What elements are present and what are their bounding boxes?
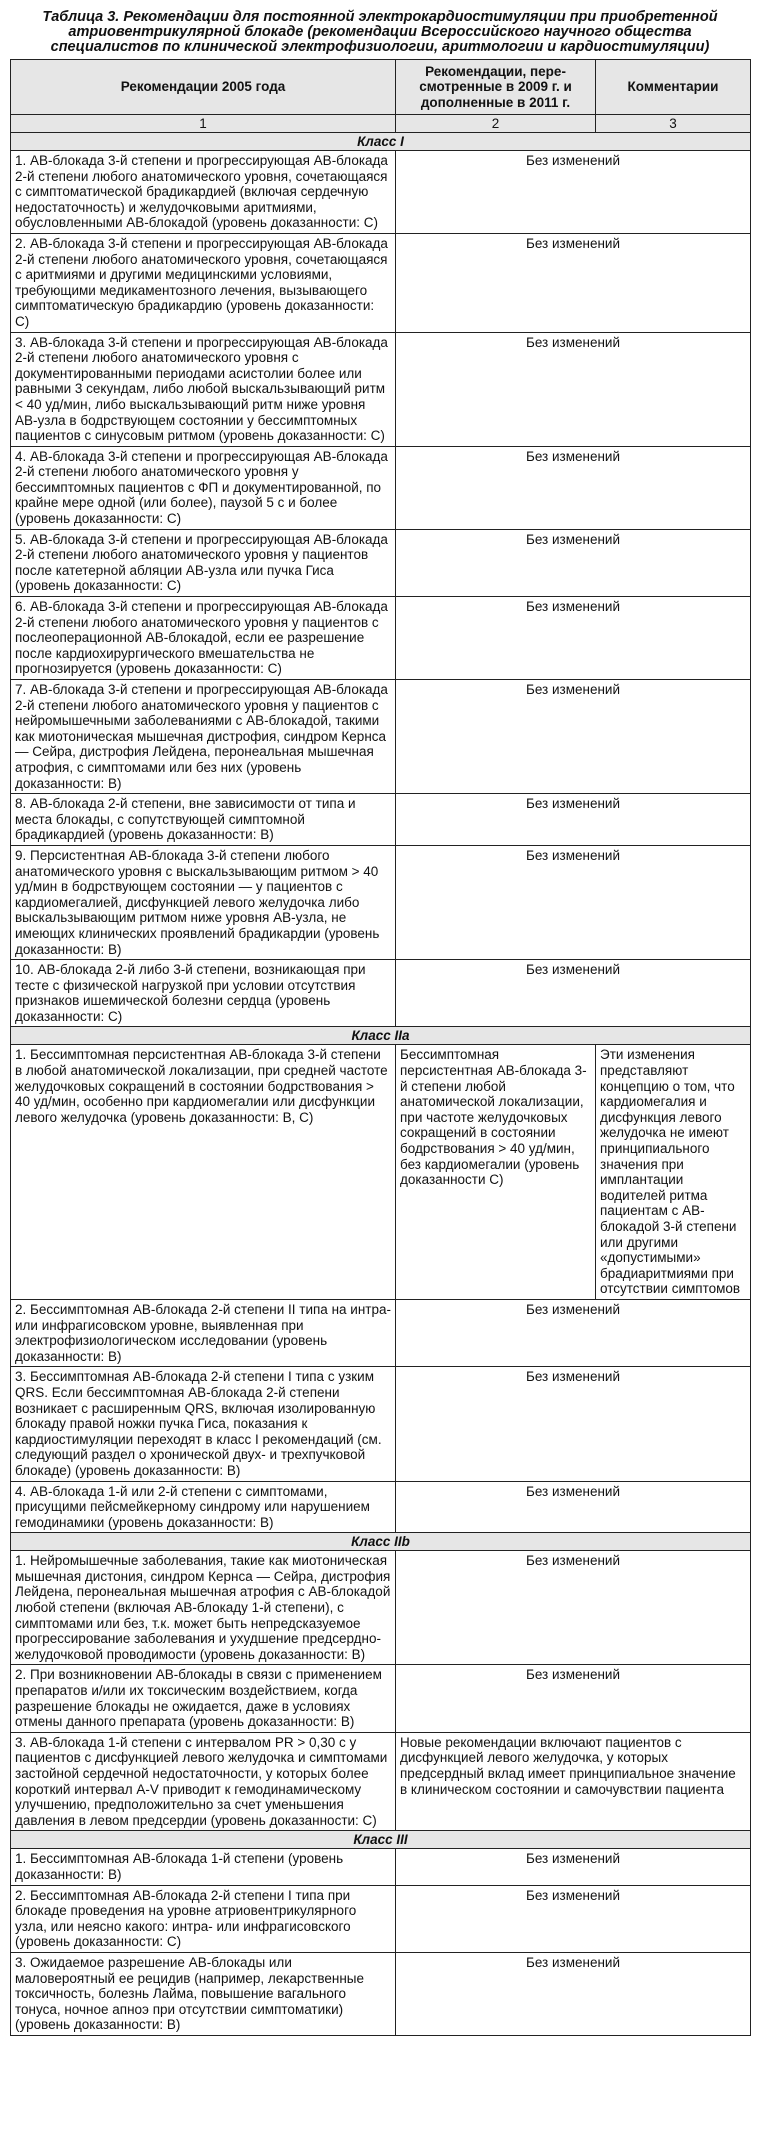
- no-change-cell: Без изменений: [396, 597, 751, 680]
- column-number-row: [11, 115, 751, 133]
- recommendation-2005: 3. АВ-блокада 1-й степени с интервалом PR > 0,30 с у пациентов с дисфункцией левого желудочка и симптомами застойной сердечной недостаточности, у которых более короткий интервал A-V приводит к гемодинамическому улучшению, предположительно за счет уменьшения давления в левом предсердии (уровень доказанности: С): [11, 1732, 396, 1831]
- no-change-cell: Без изменений: [396, 960, 751, 1027]
- table-row: [11, 960, 751, 1027]
- col-number-1: 1: [11, 115, 396, 133]
- no-change-cell: Без изменений: [396, 446, 751, 529]
- no-change-cell: Без изменений: [396, 151, 751, 234]
- col-number-2: 2: [396, 115, 596, 133]
- table-row: [11, 151, 751, 234]
- no-change-cell: Без изменений: [396, 332, 751, 446]
- recommendation-2005: 9. Персистентная АВ-блокада 3-й степени любого анатомического уровня с выскальзывающим ритмом > 40 уд/мин в бодрствующем состоянии — у пациентов с кардиомегалией, дисфункцией левого желудочка либо выскальзывающим ритмом ниже уровня АВ-узла, не имеющих клинических проявлений брадикардии (уровень доказанности: В): [11, 845, 396, 959]
- recommendation-2005: 1. АВ-блокада 3-й степени и прогрессирующая АВ-блокада 2-й степени любого анатомического уровня, сочетающаяся с симптоматической брадикардией (включая сердечную недостаточность) и желудочковыми аритмиями, обусловленными АВ-блокадой (уровень доказанности: С): [11, 151, 396, 234]
- no-change-cell: Без изменений: [396, 529, 751, 596]
- table-row: [11, 597, 751, 680]
- recommendation-2005: 1. Нейромышечные заболевания, такие как миотоническая мышечная дистония, синдром Кернса — Сейра, дистрофия Лейдена, перонеальная мышечная атрофия с АВ-блокадой любой степени (включая АВ-блокаду 1-й степени), с симптомами или без, т.к. может быть непредсказуемое прогрессирование заболевания и ухудшение предсердно-желудочковой проводимости (уровень доказанности: В): [11, 1551, 396, 1665]
- table-row: [11, 332, 751, 446]
- table-row: [11, 1045, 751, 1300]
- no-change-cell: Без изменений: [396, 845, 751, 959]
- no-change-cell: Без изменений: [396, 1299, 751, 1366]
- class-i-heading-row: [11, 133, 751, 151]
- recommendation-2011: Бессимптомная персистентная АВ-блокада 3-й степени любой анатомической локализации, при частоте желудочковых сокращений в состоянии бодрствования > 40 уд/мин, без кардиомегалии (уровень доказанности С): [396, 1045, 596, 1300]
- class-iib-heading-row: [11, 1533, 751, 1551]
- recommendation-2005: 2. Бессимптомная АВ-блокада 2-й степени I типа при блокаде проведения на уровне атриовентрикулярного узла, или неясно какого: интра- или инфрагисовского (уровень доказанности: С): [11, 1885, 396, 1952]
- recommendation-2005: 3. Бессимптомная АВ-блокада 2-й степени I типа с узким QRS. Если бессимптомная АВ-блокада 2-й степени возникает с расширенным QRS, включая изолированную блокаду правой ножки пучка Гиса, показания к кардиостимуляции переходят в класс I рекомендаций (см. следующий раздел о хронической двух- и трехпучковой блокаде) (уровень доказанности: В): [11, 1367, 396, 1481]
- table-row: [11, 1481, 751, 1533]
- table-row: [11, 1732, 751, 1831]
- class-iia-heading-row: [11, 1027, 751, 1045]
- no-change-cell: Без изменений: [396, 1665, 751, 1732]
- recommendation-2005: 10. АВ-блокада 2-й либо 3-й степени, возникающая при тесте с физической нагрузкой при условии отсутствия признаков ишемической болезни сердца (уровень доказанности: С): [11, 960, 396, 1027]
- recommendation-2005: 2. При возникновении АВ-блокады в связи с применением препаратов и/или их токсическим воздействием, когда разрешение блокады не ожидается, даже в условиях отмены данного препарата (уровень доказанности: В): [11, 1665, 396, 1732]
- no-change-cell: Без изменений: [396, 1885, 751, 1952]
- table-row: [11, 529, 751, 596]
- recommendation-2005: 2. Бессимптомная АВ-блокада 2-й степени II типа на интра- или инфрагисовском уровне, выявленная при электрофизиологическом исследовании (уровень доказанности: В): [11, 1299, 396, 1366]
- no-change-cell: Без изменений: [396, 1551, 751, 1665]
- table-row: [11, 1952, 751, 2035]
- table-row: [11, 1665, 751, 1732]
- table-caption: Таблица 3. Рекомендации для постоянной электрокардиостимуляции при приобретенной атриовентрикулярной блокаде (рекомендации Всероссийского научного общества специалистов по клинической электрофизиологии, аритмологии и кардиостимуляции): [42, 9, 718, 55]
- recommendation-2005: 2. АВ-блокада 3-й степени и прогрессирующая АВ-блокада 2-й степени любого анатомического уровня, сочетающаяся с аритмиями и другими медицинскими условиями, требующими медикаментозного лечения, вызывающего симптоматическую брадикардию (уровень доказанности: С): [11, 233, 396, 332]
- recommendation-2005: 1. Бессимптомная АВ-блокада 1-й степени (уровень доказанности: В): [11, 1849, 396, 1885]
- recommendation-2005: 6. АВ-блокада 3-й степени и прогрессирующая АВ-блокада 2-й степени любого анатомического уровня у пациентов с послеоперационной АВ-блокадой, если ее разрешение после кардиохирургического вмешательства не прогнозируется (уровень доказанности: С): [11, 597, 396, 680]
- recommendation-2005: 4. АВ-блокада 1-й или 2-й степени с симптомами, присущими пейсмейкерному синдрому или нарушением гемодинамики (уровень доказанности: В): [11, 1481, 396, 1533]
- no-change-cell: Без изменений: [396, 1367, 751, 1481]
- no-change-cell: Без изменений: [396, 794, 751, 846]
- table-row: [11, 1885, 751, 1952]
- recommendation-2005: 4. АВ-блокада 3-й степени и прогрессирующая АВ-блокада 2-й степени любого анатомического уровня у бессимптомных пациентов с ФП и документированной, по крайне мере одной (или более), паузой 5 с и более (уровень доказанности: С): [11, 446, 396, 529]
- no-change-cell: Без изменений: [396, 233, 751, 332]
- class-iii-heading-row: [11, 1831, 751, 1849]
- recommendations-table: [10, 59, 751, 2036]
- table-row: [11, 1551, 751, 1665]
- table-row: [11, 233, 751, 332]
- recommendation-2005: 3. Ожидаемое разрешение АВ-блокады или маловероятный ее рецидив (например, лекарственные токсичность, болезнь Лайма, повышение вагального тонуса, ночное апноэ при отсутствии симптоматики) (уровень доказанности: В): [11, 1952, 396, 2035]
- no-change-cell: Без изменений: [396, 1849, 751, 1885]
- recommendation-2005: 5. АВ-блокада 3-й степени и прогрессирующая АВ-блокада 2-й степени любого анатомического уровня у пациентов после катетерной абляции АВ-узла или пучка Гиса (уровень доказанности: С): [11, 529, 396, 596]
- recommendation-2005: 7. АВ-блокада 3-й степени и прогрессирующая АВ-блокада 2-й степени любого анатомического уровня у пациентов с нейромышечными заболеваниями с АВ-блокадой, такими как миотоническая мышечная дистрофия, синдром Кернса — Сейра, дистрофия Лейдена, перонеальная мышечная атрофия, с симптомами или без них (уровень доказанности: В): [11, 680, 396, 794]
- header-col-1: Рекомендации 2005 года: [11, 60, 396, 115]
- class-iii-heading: Класс III: [11, 1831, 751, 1849]
- header-col-2: Рекомендации, пересмотренные в 2009 г. и дополненные в 2011 г.: [396, 60, 596, 115]
- class-iia-heading: Класс IIa: [11, 1027, 751, 1045]
- recommendation-2005: 1. Бессимптомная персистентная АВ-блокада 3-й степени в любой анатомической локализации, при средней частоте желудочковых сокращений в состоянии бодрствования > 40 уд/мин, особенно при кардиомегалии или дисфункции левого желудочка (уровень доказанности: В, С): [11, 1045, 396, 1300]
- table-row: [11, 1299, 751, 1366]
- class-i-heading: Класс I: [11, 133, 751, 151]
- table-row: [11, 680, 751, 794]
- new-recommendation-cell: Новые рекомендации включают пациентов с дисфункцией левого желудочка, у которых предсердный вклад имеет принципиальное значение в клиническом состоянии и самочувствии пациента: [396, 1732, 751, 1831]
- table-row: [11, 1849, 751, 1885]
- class-iib-heading: Класс IIb: [11, 1533, 751, 1551]
- comment-cell: Эти изменения представляют концепцию о том, что кардиомегалия и дисфункция левого желудочка не имеют принципиального значения при имплантации водителей ритма пациентам с АВ-блокадой 3-й степени или другими «допустимыми» брадиаритмиями при отсутствии симптомов: [596, 1045, 751, 1300]
- table-row: [11, 1367, 751, 1481]
- recommendation-2005: 8. АВ-блокада 2-й степени, вне зависимости от типа и места блокады, с сопутствующей симптомной брадикардией (уровень доказанности: В): [11, 794, 396, 846]
- col-number-3: 3: [596, 115, 751, 133]
- no-change-cell: Без изменений: [396, 1481, 751, 1533]
- header-col-3: Комментарии: [596, 60, 751, 115]
- no-change-cell: Без изменений: [396, 680, 751, 794]
- recommendation-2005: 3. АВ-блокада 3-й степени и прогрессирующая АВ-блокада 2-й степени любого анатомического уровня с документированными периодами асистолии более или равными 3 секундам, либо любой выскальзывающий ритм < 40 уд/мин, либо выскальзывающий ритм ниже уровня АВ-узла в бодрствующем состоянии у бессимптомных пациентов с синусовым ритмом (уровень доказанности: С): [11, 332, 396, 446]
- table-row: [11, 845, 751, 959]
- header-row: [11, 60, 751, 115]
- table-row: [11, 446, 751, 529]
- no-change-cell: Без изменений: [396, 1952, 751, 2035]
- table-row: [11, 794, 751, 846]
